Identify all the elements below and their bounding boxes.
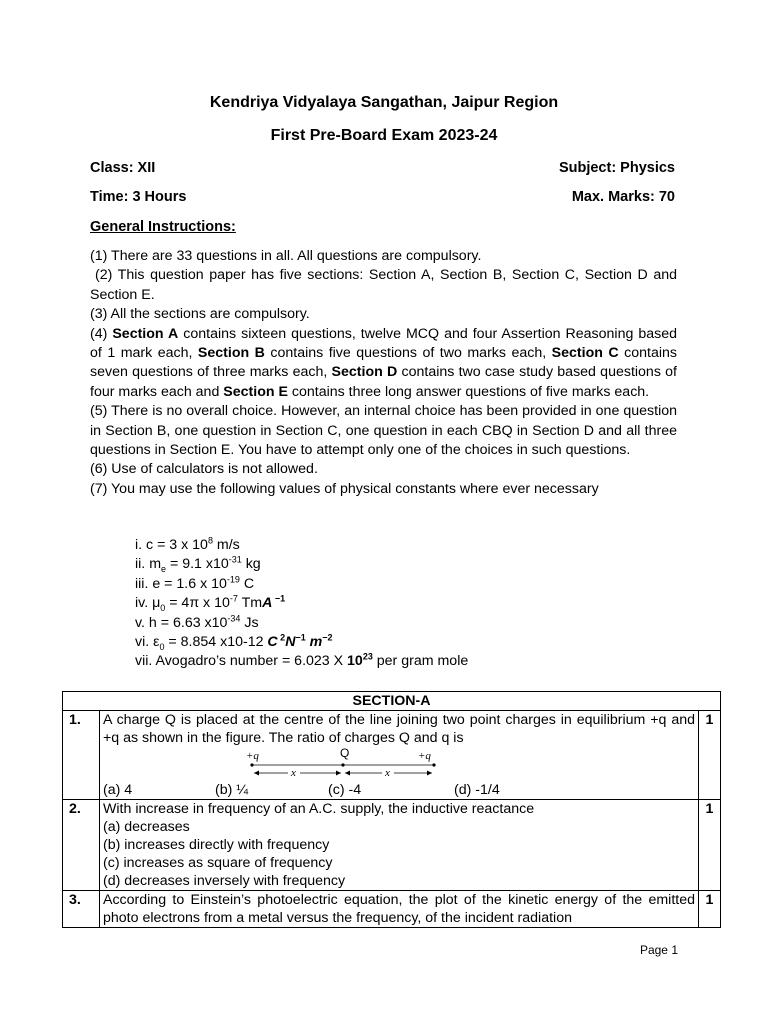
question-text: According to Einstein’s photoelectric equation, the plot of the kinetic energy of the emitted photo electrons from a metal versus the frequency, of the incident radiation bbox=[103, 892, 695, 926]
option-c: (c) -4 bbox=[328, 782, 362, 798]
questions-table bbox=[62, 691, 721, 928]
instruction-1: (1) There are 33 questions in all. All questions are compulsory. bbox=[90, 248, 482, 264]
page-number: Page 1 bbox=[639, 943, 678, 957]
center-charge-label: Q bbox=[340, 747, 350, 760]
question-marks: 1 bbox=[699, 711, 721, 800]
option-b: (b) increases directly with frequency bbox=[103, 837, 330, 853]
options-row bbox=[103, 781, 695, 799]
instruction-7: (7) You may use the following values of physical constants where ever necessary bbox=[90, 480, 599, 497]
question-marks: 1 bbox=[699, 800, 721, 891]
question-row bbox=[63, 800, 721, 891]
org-title: Kendriya Vidyalaya Sangathan, Jaipur Region bbox=[209, 94, 559, 111]
subject-label: Subject: Physics bbox=[558, 160, 675, 176]
constant-mu0: iv. $\mu_0 = 4\pi$ x $10^{-7}$ TmA $^{-1}$ bbox=[135, 593, 286, 613]
constant-c: i. c = 3 x $10^8$ m/s bbox=[135, 535, 240, 553]
question-number: 3. bbox=[63, 891, 100, 928]
option-d: (d) -1/4 bbox=[454, 782, 500, 798]
option-d: (d) decreases inversely with frequency bbox=[103, 873, 346, 889]
question-body bbox=[100, 891, 699, 928]
class-label: Class: XII bbox=[90, 160, 156, 176]
max-marks-label: Max. Marks: 70 bbox=[571, 189, 675, 205]
left-dist-label: x bbox=[291, 767, 296, 779]
section-a-title: SECTION-A bbox=[63, 692, 721, 711]
constant-h: v. h = 6.63 $x10^{-34}$ Js bbox=[135, 612, 259, 631]
right-charge-dot bbox=[432, 763, 435, 766]
question-number: 2. bbox=[63, 800, 100, 891]
instructions-heading: General Instructions: bbox=[90, 219, 236, 235]
time-label: Time: 3 Hours bbox=[90, 189, 187, 205]
question-marks: 1 bbox=[699, 891, 721, 928]
option-a: (a) 4 bbox=[103, 782, 133, 798]
right-charge-label: +q bbox=[418, 750, 431, 762]
constants-list bbox=[135, 536, 468, 672]
option-c: (c) increases as square of frequency bbox=[103, 855, 333, 871]
question-row bbox=[63, 711, 721, 800]
left-charge-dot bbox=[250, 763, 253, 766]
question-row bbox=[63, 891, 721, 928]
constant-e: iii. e = 1.6 x $10^{-19}$ C bbox=[135, 574, 255, 592]
right-dist-label: x bbox=[385, 767, 390, 779]
instruction-2: (2) This question paper has five sections: Section A, Section B, Section C, Section D and Section E. bbox=[90, 267, 677, 303]
center-charge-dot bbox=[341, 763, 344, 766]
question-text: With increase in frequency of an A.C. supply, the inductive reactance bbox=[103, 801, 535, 817]
instruction-5: (5) There is no overall choice. However, an internal choice has been provided in one question in Section B, one question in Section C, one question in each CBQ in Section D and all three questions in Section E. You have to attempt only one of the choices in such questions. bbox=[90, 403, 677, 459]
constant-eps0: vi. $\varepsilon_0 = 8.854$ x10-12 C $^2N^{-1}$ $m^{-2}$ bbox=[135, 632, 333, 652]
left-charge-label: +q bbox=[246, 750, 259, 762]
option-b: (b) ¼ bbox=[215, 782, 249, 798]
constant-me: ii. $m_e = 9.1$ $x10^{-31}$ kg bbox=[135, 554, 261, 575]
question-body bbox=[100, 800, 699, 891]
question-number: 1. bbox=[63, 711, 100, 800]
charges-figure bbox=[246, 747, 446, 781]
instruction-3: (3) All the sections are compulsory. bbox=[90, 306, 310, 323]
option-a: (a) decreases bbox=[103, 819, 190, 835]
question-text: A charge Q is placed at the centre of the line joining two point charges in equilibrium +q and +q as shown in the figure. The ratio of charges Q and q is bbox=[103, 712, 695, 746]
question-body bbox=[100, 711, 699, 800]
instruction-4: (4) Section A contains sixteen questions, twelve MCQ and four Assertion Reasoning based of 1 mark each, Section B contains five questions of two marks each, Section C contains seven questions of three marks each, Section D contains two case study based questions of four marks each and Section E contains three long answer questions of five marks each. bbox=[90, 325, 678, 400]
exam-title: First Pre-Board Exam 2023-24 bbox=[270, 127, 498, 144]
instruction-6: (6) Use of calculators is not allowed. bbox=[90, 461, 318, 478]
constant-avogadro: vii. Avogadro’s number = 6.023 X $10^{23}$ per gram mole bbox=[135, 651, 469, 670]
instructions-list bbox=[90, 247, 677, 499]
